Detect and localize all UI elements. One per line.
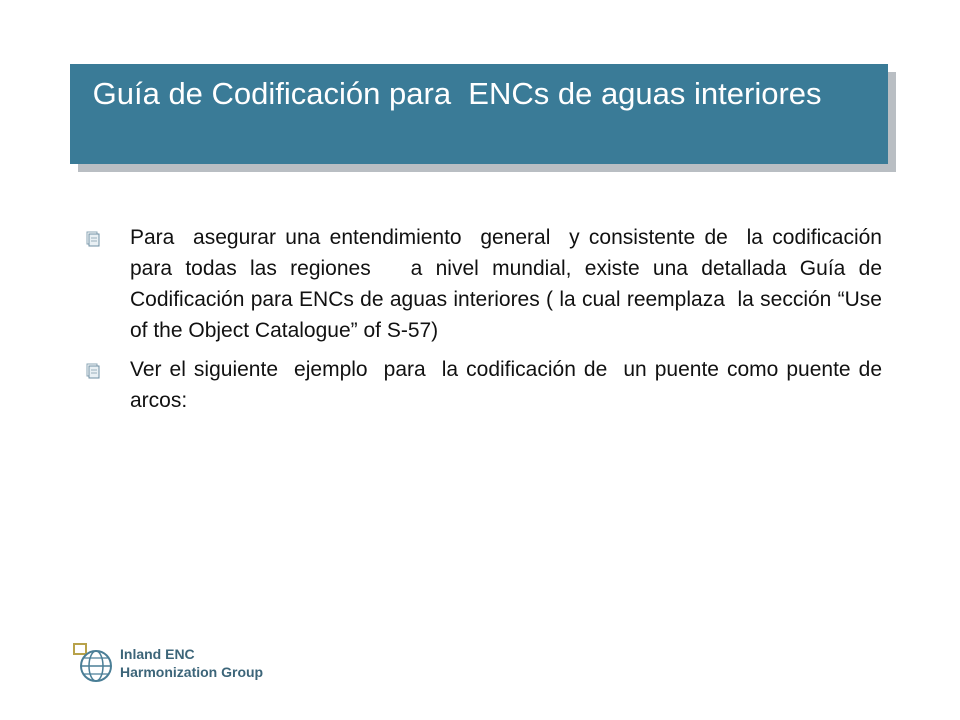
globe-logo-icon: [72, 642, 116, 686]
document-bullet-icon: [86, 231, 100, 247]
bullet-list: [86, 222, 888, 424]
logo-text-line2: Harmonization Group: [120, 664, 264, 680]
organization-logo: [72, 640, 292, 686]
document-bullet-icon: [86, 363, 100, 379]
bullet-text: Ver el siguiente ejemplo para la codificación de un puente como puente de arcos:: [130, 358, 888, 412]
title-banner: [70, 64, 888, 164]
bullet-item: [86, 222, 888, 346]
logo-text-line1: Inland ENC: [120, 646, 195, 662]
bullet-item: [86, 354, 888, 416]
slide-title: Guía de Codificación para ENCs de aguas interiores: [84, 76, 822, 111]
bullet-text: Para asegurar una entendimiento general y consistente de la codificación para todas las regiones a nivel mundial, existe una detallada Guía de Codificación para ENCs de aguas interiores ( la cual reemplaza la sección “Use of the Object Catalogue” of S-57): [130, 226, 888, 342]
